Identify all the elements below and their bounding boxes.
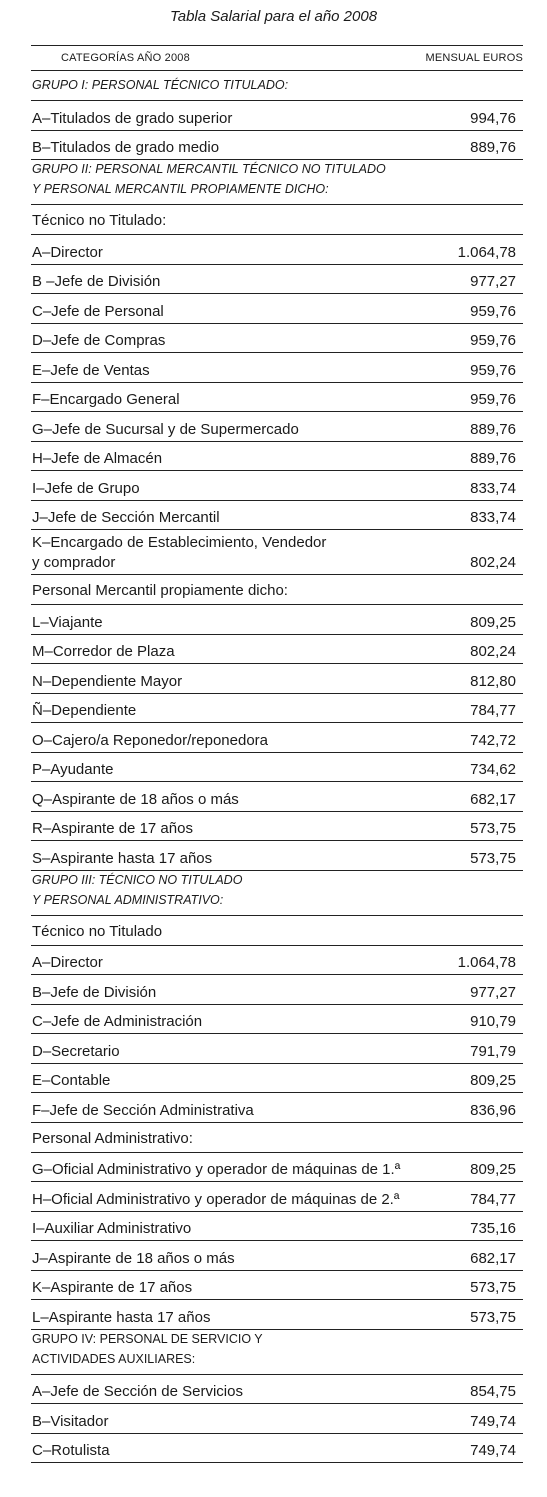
- subgroup-heading: [31, 916, 523, 946]
- row-value: 994,76: [470, 109, 516, 127]
- row-label: J–Aspirante de 18 años o más: [32, 1249, 235, 1267]
- table-row: [31, 265, 523, 295]
- table-header: [31, 45, 523, 71]
- row-value: 573,75: [470, 820, 516, 837]
- table-row: [31, 383, 523, 413]
- row-label: A–Jefe de Sección de Servicios: [32, 1383, 243, 1400]
- row-value: 959,76: [470, 391, 516, 408]
- row-label: D–Jefe de Compras: [32, 332, 166, 349]
- table-row: [31, 1271, 523, 1301]
- subgroup-heading: [31, 1123, 523, 1153]
- row-label: B–Visitador: [32, 1412, 109, 1430]
- row-label: GRUPO II: PERSONAL MERCANTIL TÉCNICO NO TITULADO Y PERSONAL MERCANTIL PROPIAMENTE DICHO:: [32, 162, 386, 196]
- row-label: F–Jefe de Sección Administrativa: [32, 1101, 254, 1119]
- row-value: 802,24: [470, 554, 516, 571]
- row-label: Q–Aspirante de 18 años o más: [32, 790, 239, 808]
- row-value: 809,25: [470, 1072, 516, 1089]
- row-value: 573,75: [470, 1308, 516, 1326]
- row-value: 1.064,78: [457, 243, 516, 261]
- row-value: 833,74: [470, 479, 516, 497]
- row-value: 889,76: [470, 450, 516, 467]
- table-row: [31, 1182, 523, 1212]
- table-row: [31, 1153, 523, 1183]
- table-row: [31, 605, 523, 635]
- table-row: [31, 1005, 523, 1035]
- table-row: [31, 1404, 523, 1434]
- row-label: F–Encargado General: [32, 391, 180, 408]
- row-value: 573,75: [470, 1279, 516, 1296]
- table-row: [31, 1241, 523, 1271]
- table-row: [31, 753, 523, 783]
- row-value: 854,75: [470, 1383, 516, 1400]
- row-value: 977,27: [470, 273, 516, 290]
- row-value: 573,75: [470, 849, 516, 867]
- table-row: [31, 1300, 523, 1330]
- row-label: GRUPO IV: PERSONAL DE SERVICIO Y ACTIVIDADES AUXILIARES:: [32, 1331, 263, 1366]
- row-label: R–Aspirante de 17 años: [32, 820, 193, 837]
- row-label: N–Dependiente Mayor: [32, 672, 183, 690]
- row-value: 889,76: [470, 139, 516, 156]
- row-value: 910,79: [470, 1013, 516, 1030]
- row-label: A–Titulados de grado superior: [32, 109, 233, 127]
- row-label: O–Cajero/a Reponedor/reponedora: [32, 731, 268, 749]
- table-row: [31, 294, 523, 324]
- row-label: A–Director: [32, 954, 103, 971]
- group-heading: [31, 1330, 523, 1375]
- table-row: [31, 442, 523, 472]
- row-value: 802,24: [470, 643, 516, 660]
- row-label: G–Oficial Administrativo y operador de máquinas de 1.ª: [32, 1161, 401, 1178]
- group-heading: [31, 160, 523, 205]
- row-label: Ñ–Dependiente: [32, 702, 137, 719]
- table-row: [31, 1375, 523, 1405]
- row-value: 836,96: [470, 1101, 516, 1119]
- subgroup-heading: [31, 575, 523, 605]
- row-value: 977,27: [470, 983, 516, 1001]
- table-row: [31, 635, 523, 665]
- table-row: [31, 530, 523, 575]
- row-value: 959,76: [470, 332, 516, 349]
- row-label: S–Aspirante hasta 17 años: [32, 849, 213, 867]
- table-row: [31, 501, 523, 531]
- table-body: [31, 71, 523, 1463]
- row-value: 889,76: [470, 420, 516, 438]
- row-label: K–Aspirante de 17 años: [32, 1279, 193, 1296]
- row-value: 809,25: [470, 613, 516, 631]
- row-label: I–Auxiliar Administrativo: [32, 1220, 192, 1237]
- row-value: 809,25: [470, 1161, 516, 1178]
- row-value: 959,76: [470, 361, 516, 379]
- row-value: 682,17: [470, 1249, 516, 1267]
- row-value: 749,74: [470, 1412, 516, 1430]
- row-label: H–Jefe de Almacén: [32, 450, 163, 467]
- row-label: M–Corredor de Plaza: [32, 643, 175, 660]
- row-label: D–Secretario: [32, 1042, 120, 1060]
- row-label: K–Encargado de Establecimiento, Vendedor y comprador: [32, 534, 327, 571]
- row-label: Técnico no Titulado: [32, 922, 163, 940]
- table-row: [31, 471, 523, 501]
- row-value: 735,16: [470, 1220, 516, 1237]
- row-label: B–Jefe de División: [32, 983, 157, 1001]
- table-row: [31, 975, 523, 1005]
- row-label: L–Aspirante hasta 17 años: [32, 1308, 211, 1326]
- row-label: I–Jefe de Grupo: [32, 479, 140, 497]
- salary-table: [31, 45, 523, 1463]
- table-row: [31, 1434, 523, 1464]
- row-label: G–Jefe de Sucursal y de Supermercado: [32, 420, 299, 438]
- table-row: [31, 131, 523, 161]
- table-row: [31, 723, 523, 753]
- row-label: A–Director: [32, 243, 103, 261]
- table-row: [31, 412, 523, 442]
- row-value: 1.064,78: [457, 954, 516, 971]
- row-value: 812,80: [470, 672, 516, 690]
- row-label: GRUPO I: PERSONAL TÉCNICO TITULADO:: [32, 78, 289, 92]
- row-label: E–Jefe de Ventas: [32, 361, 150, 379]
- table-row: [31, 1034, 523, 1064]
- row-label: GRUPO III: TÉCNICO NO TITULADO Y PERSONAL ADMINISTRATIVO:: [32, 872, 243, 907]
- row-label: E–Contable: [32, 1072, 111, 1089]
- table-row: [31, 235, 523, 265]
- table-row: [31, 812, 523, 842]
- row-value: 682,17: [470, 790, 516, 808]
- table-row: [31, 664, 523, 694]
- header-monthly-euros: MENSUAL EUROS: [425, 52, 523, 64]
- table-row: [31, 946, 523, 976]
- group-heading: [31, 71, 523, 101]
- row-label: L–Viajante: [32, 613, 103, 631]
- row-value: 959,76: [470, 302, 516, 320]
- header-categories: CATEGORÍAS AÑO 2008: [61, 52, 190, 64]
- row-value: 784,77: [470, 1190, 516, 1208]
- table-row: [31, 841, 523, 871]
- row-label: H–Oficial Administrativo y operador de máquinas de 2.ª: [32, 1190, 400, 1208]
- table-row: [31, 782, 523, 812]
- table-row: [31, 353, 523, 383]
- row-value: 784,77: [470, 702, 516, 719]
- row-label: Personal Administrativo:: [32, 1129, 193, 1147]
- row-label: C–Jefe de Personal: [32, 302, 164, 320]
- row-label: B –Jefe de División: [32, 273, 161, 290]
- row-value: 833,74: [470, 509, 516, 526]
- row-label: J–Jefe de Sección Mercantil: [32, 509, 220, 526]
- row-value: 791,79: [470, 1042, 516, 1060]
- row-label: P–Ayudante: [32, 761, 114, 778]
- table-row: [31, 101, 523, 131]
- page-title: Tabla Salarial para el año 2008: [169, 8, 378, 25]
- row-value: 749,74: [470, 1442, 516, 1459]
- row-label: C–Jefe de Administración: [32, 1013, 203, 1030]
- table-row: [31, 694, 523, 724]
- table-row: [31, 324, 523, 354]
- row-value: 734,62: [470, 761, 516, 778]
- table-row: [31, 1093, 523, 1123]
- row-value: 742,72: [470, 731, 516, 749]
- row-label: B–Titulados de grado medio: [32, 139, 220, 156]
- row-label: Técnico no Titulado:: [32, 212, 167, 229]
- table-row: [31, 1064, 523, 1094]
- subgroup-heading: [31, 205, 523, 235]
- row-label: Personal Mercantil propiamente dicho:: [32, 582, 288, 599]
- table-row: [31, 1212, 523, 1242]
- row-label: C–Rotulista: [32, 1442, 110, 1459]
- group-heading: [31, 871, 523, 916]
